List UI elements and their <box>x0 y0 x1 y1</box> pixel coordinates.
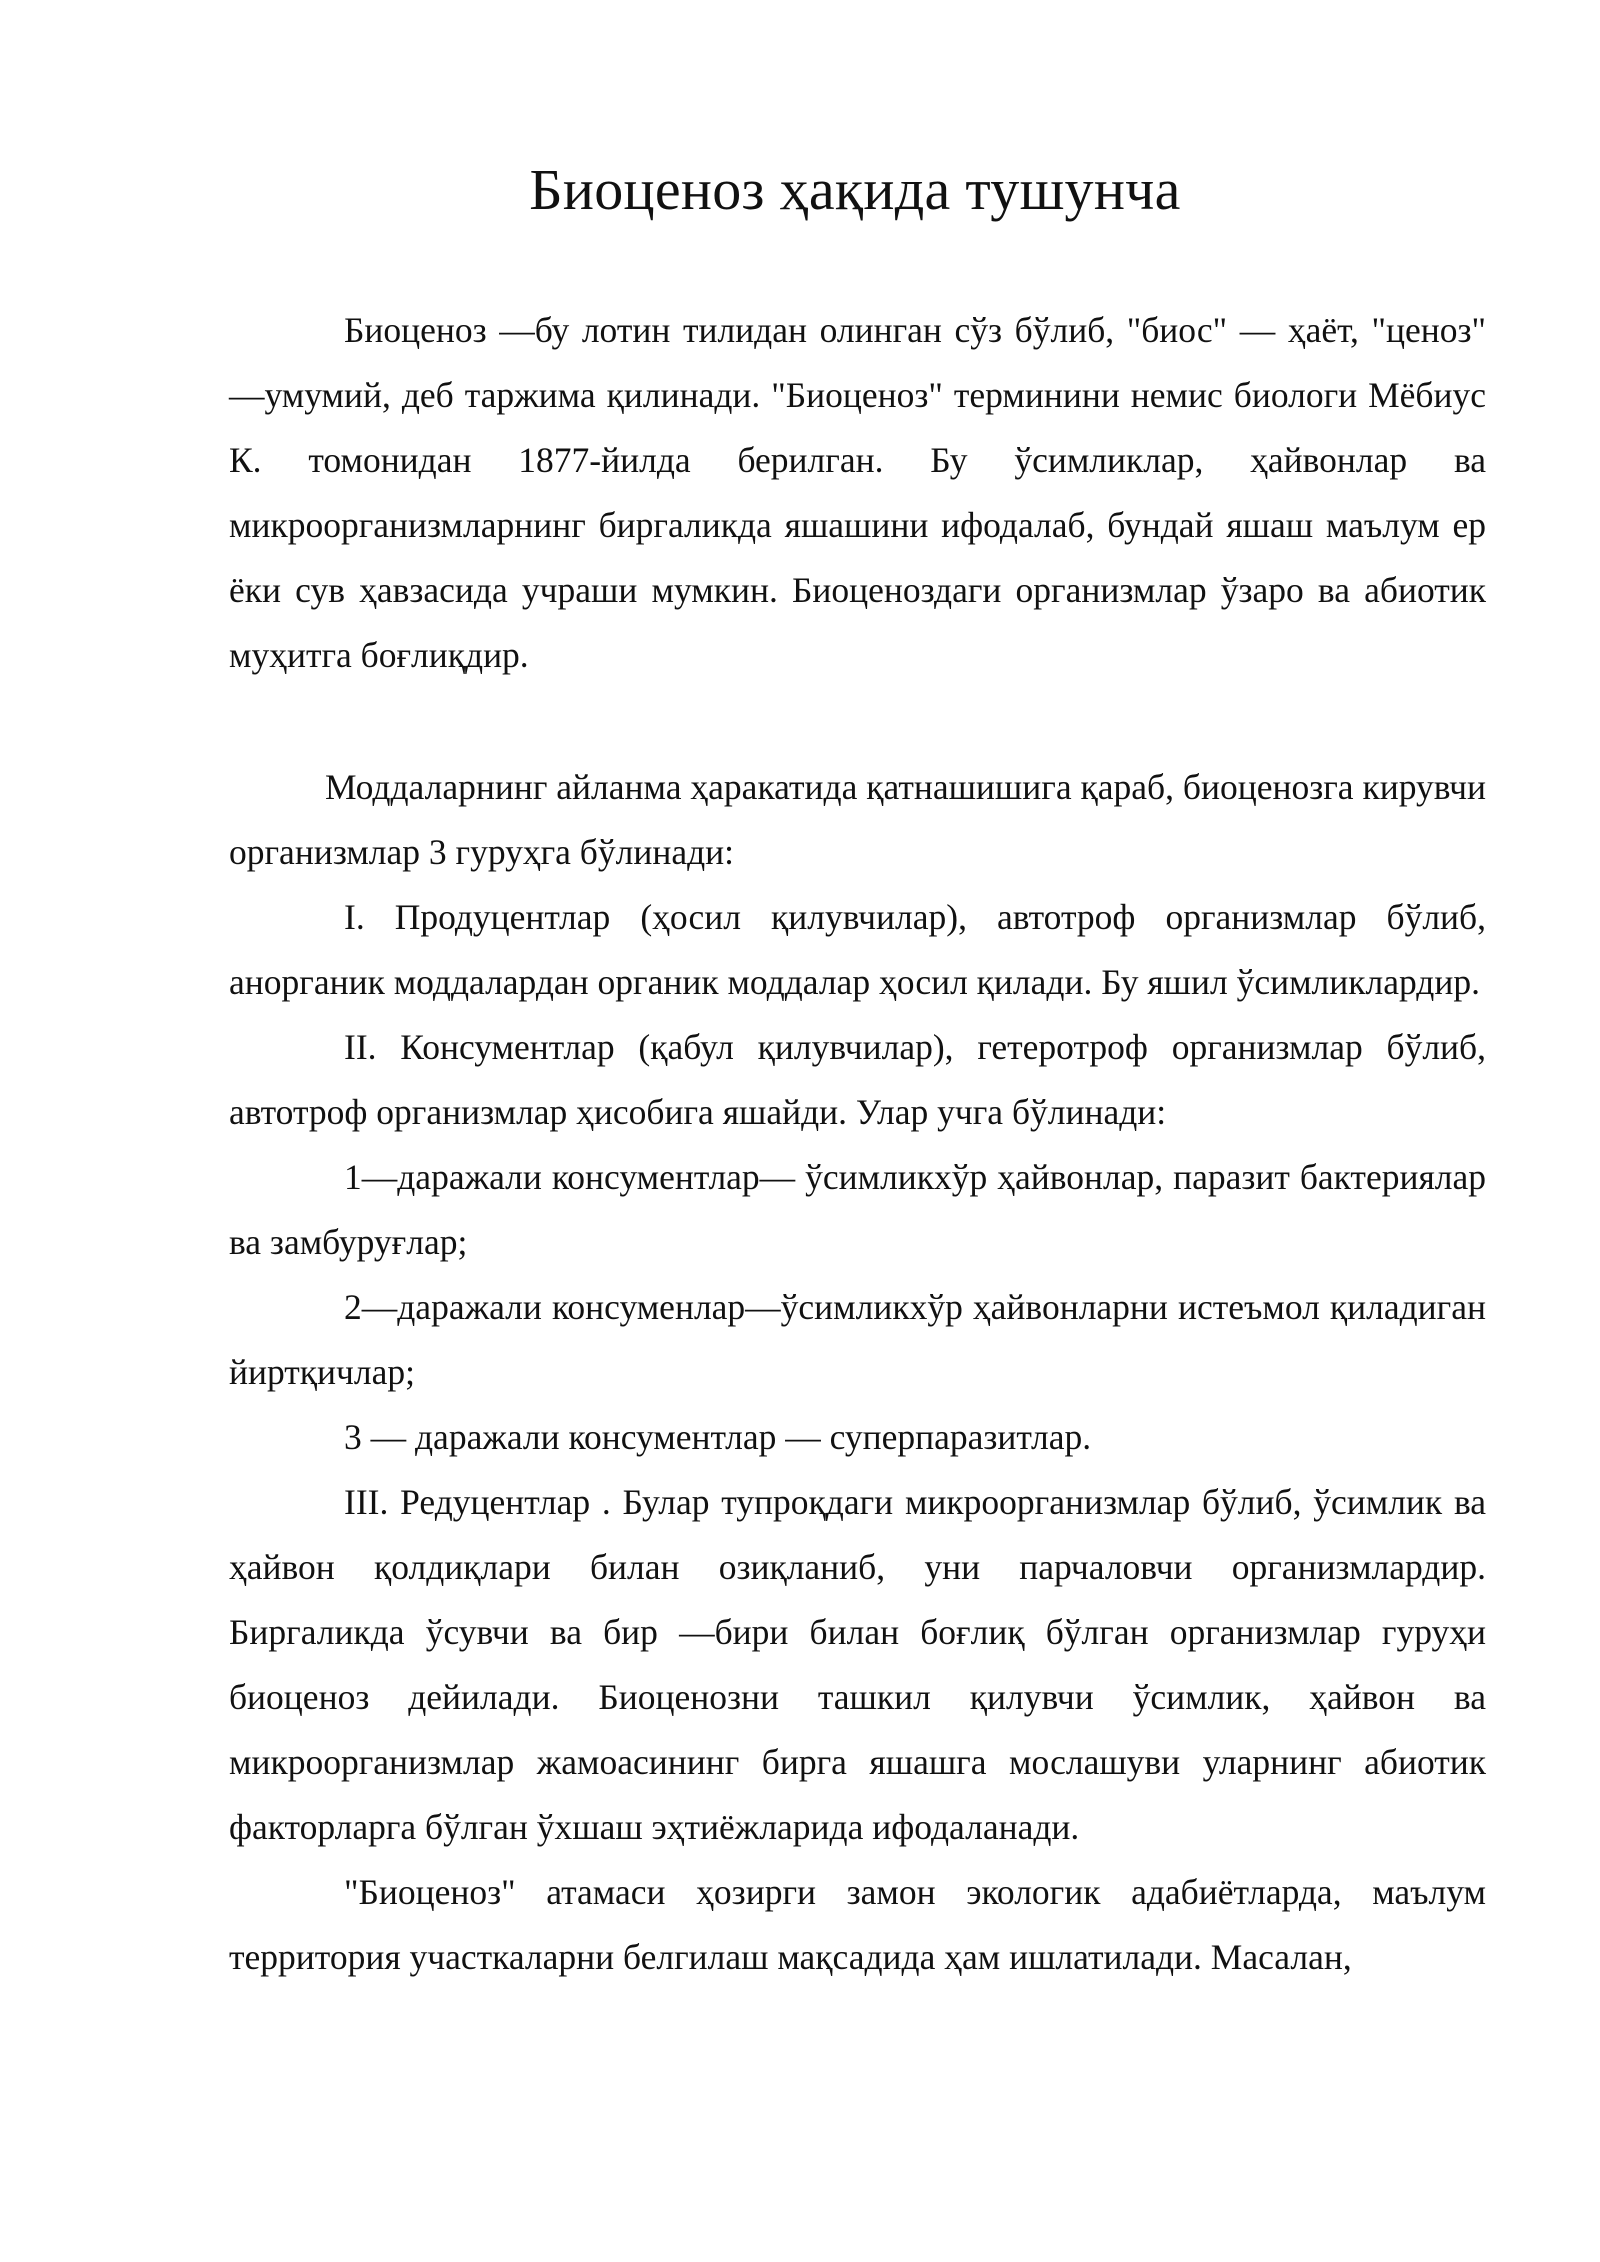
paragraph-reducers: III. Редуцентлар . Булар тупроқдаги микроорганизмлар бўлиб, ўсимлик ва ҳайвон қолдиқлари билан озиқланиб, уни парчаловчи организмлардир. Биргаликда ўсувчи ва бир —бири билан боғлиқ бўлган организмлар гуруҳи биоценоз дейилади. Биоценозни ташкил қилувчи ўсимлик, ҳайвон ва микроорганизмлар жамоасининг бирга яшашга мослашуви уларнинг абиотик факторларга бўлган ўхшаш эҳтиёжларида ифодаланади. <box>229 1482 1486 1847</box>
paragraph-groups-intro: Моддаларнинг айланма ҳаракатида қатнашишига қараб, биоценозга кирувчи организмлар 3 гуруҳга бўлинади: <box>229 767 1486 872</box>
paragraph-intro: Биоценоз —бу лотин тилидан олинган сўз бўлиб, "биос" — ҳаёт, "ценоз" —умумий, деб таржима қилинади. "Биоценоз" терминини немис биологи Мёбиус К. томонидан 1877-йилда берилган. Бу ўсимликлар, ҳайвонлар ва микроорганизмларнинг биргаликда яшашини ифодалаб, бундай яшаш маълум ер ёки сув ҳавзасида учраши мумкин. Биоценоздаги организмлар ўзаро ва абиотик муҳитга боғлиқдир. <box>229 310 1486 675</box>
paragraph-consumers-level-3: 3 — даражали консументлар — суперпаразитлар. <box>344 1417 1092 1457</box>
paragraph-producers: I. Продуцентлар (ҳосил қилувчилар), автотроф организмлар бўлиб, анорганик моддалардан органик моддалар ҳосил қилади. Бу яшил ўсимликлардир. <box>229 897 1486 1002</box>
document-body <box>229 298 1486 1990</box>
paragraph-consumers: II. Консументлар (қабул қилувчилар), гетеротроф организмлар бўлиб, автотроф организмлар ҳисобига яшайди. Улар учга бўлинади: <box>229 1027 1486 1132</box>
document-title: Биоценоз ҳақида тушунча <box>529 157 1181 222</box>
paragraph-consumers-level-2: 2—даражали консуменлар—ўсимликхўр ҳайвонларни истеъмол қиладиган йиртқичлар; <box>229 1287 1486 1392</box>
paragraph-gap <box>229 688 1486 755</box>
paragraph-term-usage: "Биоценоз" атамаси ҳозирги замон экологик адабиётларда, маълум территория участкаларни белгилаш мақсадида ҳам ишлатилади. Масалан, <box>229 1872 1486 1977</box>
paragraph-consumers-level-1: 1—даражали консументлар— ўсимликхўр ҳайвонлар, паразит бактериялар ва замбуруғлар; <box>229 1157 1486 1262</box>
